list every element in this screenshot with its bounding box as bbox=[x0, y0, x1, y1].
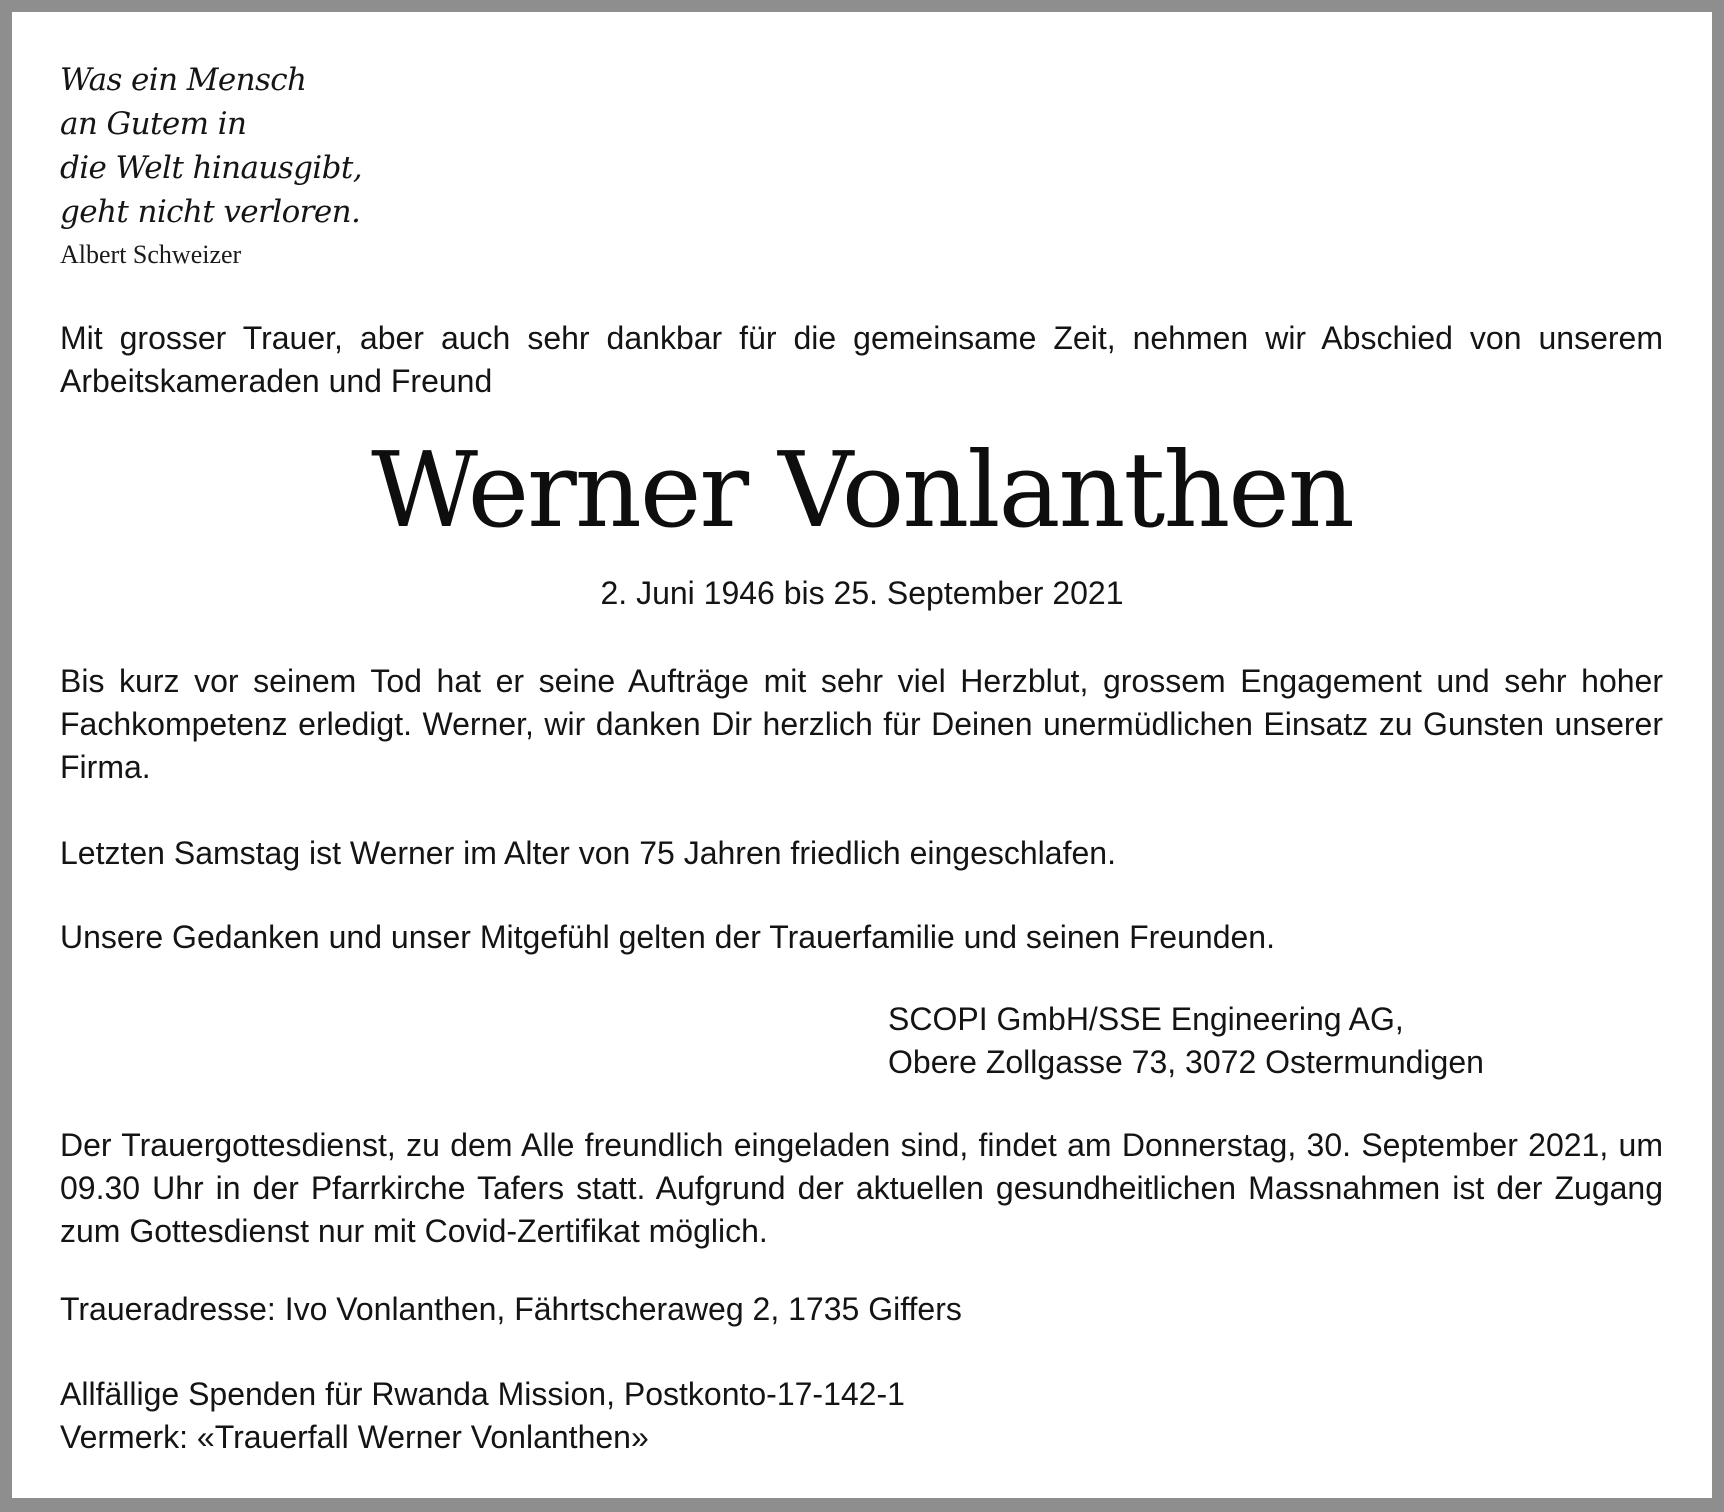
company-signature bbox=[888, 998, 1484, 1084]
life-dates: 2. Juni 1946 bis 25. September 2021 bbox=[600, 575, 1124, 611]
service-paragraph: Der Trauergottesdienst, zu dem Alle freundlich eingeladen sind, findet am Donnerstag, 30. September 2021, um 09.30 Uhr in der Pfarrkirche Tafers statt. Aufgrund der aktuellen gesundheitlichen Massnahmen ist der Zugang zum Gottesdienst nur mit Covid-Zertifikat möglich. bbox=[60, 1127, 1663, 1249]
intro-text: Mit grosser Trauer, aber auch sehr dankbar für die gemeinsame Zeit, nehmen wir Abschied von unserem Arbeitskameraden und Freund bbox=[60, 320, 1663, 399]
passing-paragraph: Letzten Samstag ist Werner im Alter von 75 Jahren friedlich eingeschlafen. bbox=[60, 835, 1116, 871]
quote-line: die Welt hinausgibt, bbox=[60, 150, 362, 186]
donation-note: Vermerk: «Trauerfall Werner Vonlanthen» bbox=[60, 1419, 649, 1455]
mourning-address: Traueradresse: Ivo Vonlanthen, Fährtscheraweg 2, 1735 Giffers bbox=[60, 1291, 962, 1327]
company-name: SCOPI GmbH/SSE Engineering AG, bbox=[888, 1001, 1404, 1037]
quote-line: Was ein Mensch bbox=[60, 62, 307, 98]
tribute-paragraph: Bis kurz vor seinem Tod hat er seine Aufträge mit sehr viel Herzblut, grossem Engagement und sehr hoher Fachkompetenz erledigt. Werner, wir danken Dir herzlich für Deinen unermüdlichen Einsatz zu Gunsten unserer Firma. bbox=[60, 663, 1663, 785]
donations bbox=[60, 1373, 1663, 1459]
obituary-notice bbox=[12, 12, 1712, 1498]
quote bbox=[60, 58, 362, 234]
company-address: Obere Zollgasse 73, 3072 Ostermundigen bbox=[888, 1044, 1484, 1080]
quote-line: geht nicht verloren. bbox=[60, 194, 361, 230]
deceased-name: Werner Vonlanthen bbox=[371, 429, 1353, 551]
condolence-paragraph: Unsere Gedanken und unser Mitgefühl gelten der Trauerfamilie und seinen Freunden. bbox=[60, 919, 1275, 955]
quote-line: an Gutem in bbox=[60, 106, 247, 142]
quote-author: Albert Schweizer bbox=[60, 240, 242, 269]
donation-account: Allfällige Spenden für Rwanda Mission, Postkonto-17-142-1 bbox=[60, 1376, 905, 1412]
